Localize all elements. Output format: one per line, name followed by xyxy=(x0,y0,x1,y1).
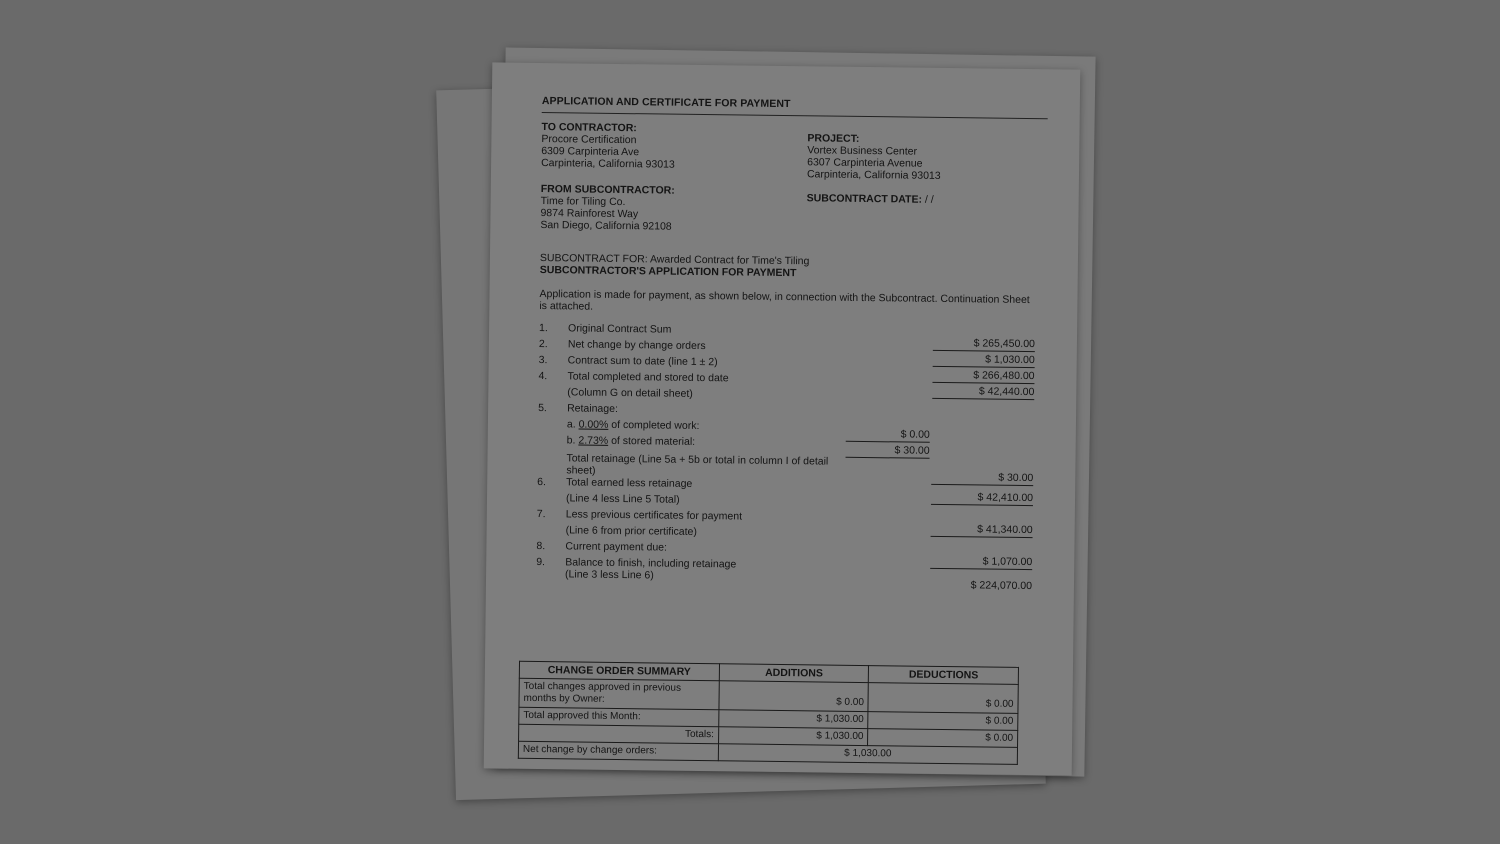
table-header: CHANGE ORDER SUMMARY xyxy=(519,661,719,680)
line-number: 5. xyxy=(538,402,547,415)
project-city: Carpinteria, California 93013 xyxy=(806,168,941,182)
from-subcontractor-name: Time for Tiling Co. xyxy=(540,195,626,209)
additions-cell: $ 1,030.00 xyxy=(718,727,868,746)
retainage-percent: 2.73% xyxy=(578,434,609,447)
subcontract-for: SUBCONTRACT FOR: Awarded Contract for Time's Tiling xyxy=(539,252,810,268)
line-label: Total completed and stored to date xyxy=(567,370,729,385)
line-amount: $ 30.00 xyxy=(931,471,1033,486)
line-amount: $ 266,480.00 xyxy=(932,369,1034,384)
to-contractor-block xyxy=(541,121,676,171)
additions-cell: $ 0.00 xyxy=(719,681,869,712)
net-change-cell: $ 1,030.00 xyxy=(718,744,1017,765)
line-amount: $ 30.00 xyxy=(846,444,930,459)
line-amount: $ 42,440.00 xyxy=(932,385,1034,400)
line-label: (Line 3 less Line 6) xyxy=(565,568,654,582)
line-label: Total retainage (Line 5a + 5b or total in column I of detail sheet) xyxy=(566,452,829,477)
line-label: Less previous certificates for payment xyxy=(565,508,743,523)
subcontract-date-value: / / xyxy=(924,193,934,206)
line-label xyxy=(567,418,700,432)
document-body xyxy=(522,95,1048,760)
line-amount: $ 265,450.00 xyxy=(933,337,1035,352)
from-subcontractor-city: San Diego, California 92108 xyxy=(540,219,672,233)
line-prefix: b. xyxy=(566,434,576,447)
line-amount: $ 42,410.00 xyxy=(931,491,1033,506)
project-block xyxy=(807,132,941,182)
from-subcontractor-label: FROM SUBCONTRACTOR: xyxy=(540,183,675,197)
line-number: 7. xyxy=(536,508,546,521)
payment-application-sheet xyxy=(484,62,1081,775)
line-number: 2. xyxy=(538,338,548,351)
line-label: Total earned less retainage xyxy=(566,476,693,490)
to-contractor-street: 6309 Carpinteria Ave xyxy=(541,145,640,159)
line-text: of completed work: xyxy=(611,418,700,432)
line-label: (Line 4 less Line 5 Total) xyxy=(565,492,680,506)
line-amount: $ 1,030.00 xyxy=(933,353,1035,368)
line-prefix: a. xyxy=(566,418,576,431)
line-label: (Line 6 from prior certificate) xyxy=(565,524,697,538)
line-label: Original Contract Sum xyxy=(568,322,672,336)
project-street: 6307 Carpinteria Avenue xyxy=(807,156,923,170)
deductions-cell: $ 0.00 xyxy=(868,712,1018,731)
to-contractor-name: Procore Certification xyxy=(541,133,637,147)
line-label: Contract sum to date (line 1 ± 2) xyxy=(567,354,718,369)
to-contractor-city: Carpinteria, California 93013 xyxy=(541,157,675,171)
row-label: Total approved this Month: xyxy=(519,707,719,726)
row-label: Total changes approved in previous months by Owner: xyxy=(519,678,719,709)
from-subcontractor-street: 9874 Rainforest Way xyxy=(540,207,639,221)
line-number: 8. xyxy=(536,540,546,553)
parties-column xyxy=(540,121,675,244)
row-label: Net change by change orders: xyxy=(518,741,718,760)
additions-cell: $ 1,030.00 xyxy=(719,710,869,729)
table-header: ADDITIONS xyxy=(719,664,869,683)
change-order-summary-table xyxy=(518,661,1019,765)
line-number: 1. xyxy=(539,322,548,335)
line-amount: $ 1,070.00 xyxy=(930,555,1032,570)
project-name: Vortex Business Center xyxy=(807,144,918,158)
line-number: 6. xyxy=(537,476,547,489)
line-label: Net change by change orders xyxy=(567,338,706,353)
line-label xyxy=(567,434,696,448)
title-rule xyxy=(542,112,1048,119)
line-amount: $ 0.00 xyxy=(846,428,930,443)
subcontract-date-label: SUBCONTRACT DATE: xyxy=(806,192,923,206)
retainage-percent: 0.00% xyxy=(578,418,609,431)
line-label: Current payment due: xyxy=(565,540,668,554)
line-number: 9. xyxy=(536,556,546,569)
line-label: Balance to finish, including retainage xyxy=(565,556,737,571)
project-label: PROJECT: xyxy=(807,132,860,145)
document-title: APPLICATION AND CERTIFICATE FOR PAYMENT xyxy=(541,95,791,111)
line-number: 3. xyxy=(538,354,548,367)
line-label: Retainage: xyxy=(567,402,618,415)
deductions-cell: $ 0.00 xyxy=(868,729,1018,748)
line-number: 4. xyxy=(538,370,548,383)
line-text: of stored material: xyxy=(611,434,696,448)
application-intro: Application is made for payment, as shown below, in connection with the Subcontract. Continuation Sheet is attached. xyxy=(539,288,1030,313)
line-amount: $ 224,070.00 xyxy=(970,579,1033,593)
table-header: DEDUCTIONS xyxy=(869,666,1019,685)
payment-lines xyxy=(536,322,1046,628)
row-label: Totals: xyxy=(519,724,719,743)
to-contractor-label: TO CONTRACTOR: xyxy=(541,121,637,135)
line-label: (Column G on detail sheet) xyxy=(567,386,693,400)
from-subcontractor-block xyxy=(540,183,675,233)
subcontract-date xyxy=(807,192,941,206)
deductions-cell: $ 0.00 xyxy=(868,683,1018,714)
section-title: SUBCONTRACTOR'S APPLICATION FOR PAYMENT xyxy=(539,264,797,280)
project-column xyxy=(807,132,942,206)
line-amount: $ 41,340.00 xyxy=(931,523,1033,538)
address-section xyxy=(540,121,1047,251)
